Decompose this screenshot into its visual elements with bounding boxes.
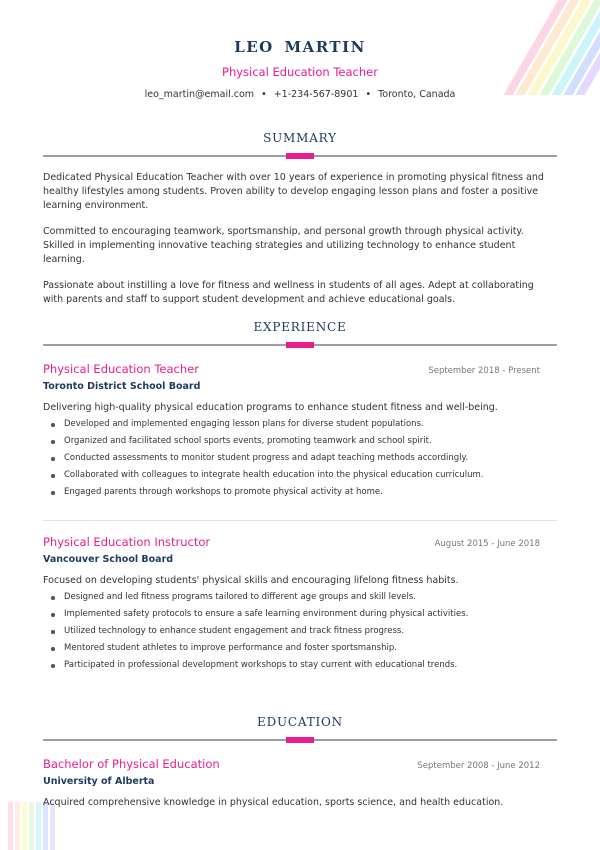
contact-phone: +1-234-567-8901 [273, 89, 359, 100]
summary-body [43, 171, 557, 319]
experience-entry [43, 362, 540, 501]
job-organization: Toronto District School Board [43, 381, 201, 392]
job-description: Focused on developing students' physical skills and encouraging lifelong fitness habits. [43, 575, 459, 586]
education-entry [43, 757, 540, 808]
summary-paragraph: Dedicated Physical Education Teacher with over 10 years of experience in promoting physical fitness and healthy lifestyles among students. Proven ability to develop engaging lesson plans and foster a positive learning environment. [43, 172, 544, 211]
section-divider [43, 344, 557, 346]
job-bullet: Utilized technology to enhance student engagement and track fitness progress. [51, 623, 540, 640]
contact-line [0, 89, 600, 100]
job-bullet: Engaged parents through workshops to promote physical activity at home. [51, 484, 540, 501]
section-title-summary: SUMMARY [263, 131, 337, 145]
summary-section-header [43, 131, 557, 157]
candidate-name: LEO MARTIN [234, 38, 366, 56]
job-bullet: Collaborated with colleagues to integrate health education into the physical education curriculum. [51, 467, 540, 484]
experience-entry [43, 535, 540, 674]
contact-separator: • [261, 89, 267, 100]
contact-email: leo_martin@email.com [144, 89, 255, 100]
contact-separator: • [365, 89, 372, 100]
job-bullet: Developed and implemented engaging lesson plans for diverse student populations. [51, 416, 540, 433]
job-bullet: Conducted assessments to monitor student progress and adapt teaching methods accordingly. [51, 450, 540, 467]
education-section-header [43, 715, 557, 741]
section-divider-accent [286, 737, 314, 743]
degree-title: Bachelor of Physical Education [43, 757, 220, 771]
section-divider-accent [286, 153, 314, 159]
job-bullet: Designed and led fitness programs tailored to different age groups and skill levels. [51, 589, 540, 606]
experience-section-header [43, 320, 557, 346]
job-organization: Vancouver School Board [43, 554, 174, 565]
entry-divider [43, 520, 557, 521]
candidate-title: Physical Education Teacher [222, 65, 378, 79]
institution-name: University of Alberta [43, 776, 155, 787]
section-divider [43, 155, 557, 157]
job-bullet: Participated in professional development workshops to stay current with educational trends. [51, 657, 540, 674]
summary-paragraph: Passionate about instilling a love for fitness and wellness in students of all ages. Adept at collaborating with parents and staff to support student development and achieve educational goals. [43, 280, 534, 305]
decorative-stripes-bottom [0, 802, 60, 850]
summary-paragraph: Committed to encouraging teamwork, sportsmanship, and personal growth through physical activity. Skilled in implementing innovative teaching strategies and utilizing technology to enhance student learning. [43, 226, 524, 265]
job-title: Physical Education Teacher [43, 362, 199, 376]
job-title: Physical Education Instructor [43, 535, 211, 549]
job-bullet: Implemented safety protocols to ensure a safe learning environment during physical activities. [51, 606, 540, 623]
education-dates: September 2008 - June 2012 [417, 761, 540, 771]
job-bullet-list [43, 416, 540, 501]
job-description: Delivering high-quality physical education programs to enhance student fitness and well-being. [43, 402, 498, 413]
education-description: Acquired comprehensive knowledge in physical education, sports science, and health education. [43, 797, 504, 808]
job-dates: September 2018 - Present [428, 366, 540, 376]
section-divider [43, 739, 557, 741]
contact-location: Toronto, Canada [378, 89, 456, 100]
resume-header [0, 38, 600, 100]
job-bullet: Mentored student athletes to improve performance and foster sportsmanship. [51, 640, 540, 657]
section-divider-accent [286, 342, 314, 348]
section-title-education: EDUCATION [257, 715, 343, 729]
job-dates: August 2015 - June 2018 [434, 539, 540, 549]
job-bullet: Organized and facilitated school sports events, promoting teamwork and school spirit. [51, 433, 540, 450]
job-bullet-list [43, 589, 540, 674]
section-title-experience: EXPERIENCE [253, 320, 347, 334]
